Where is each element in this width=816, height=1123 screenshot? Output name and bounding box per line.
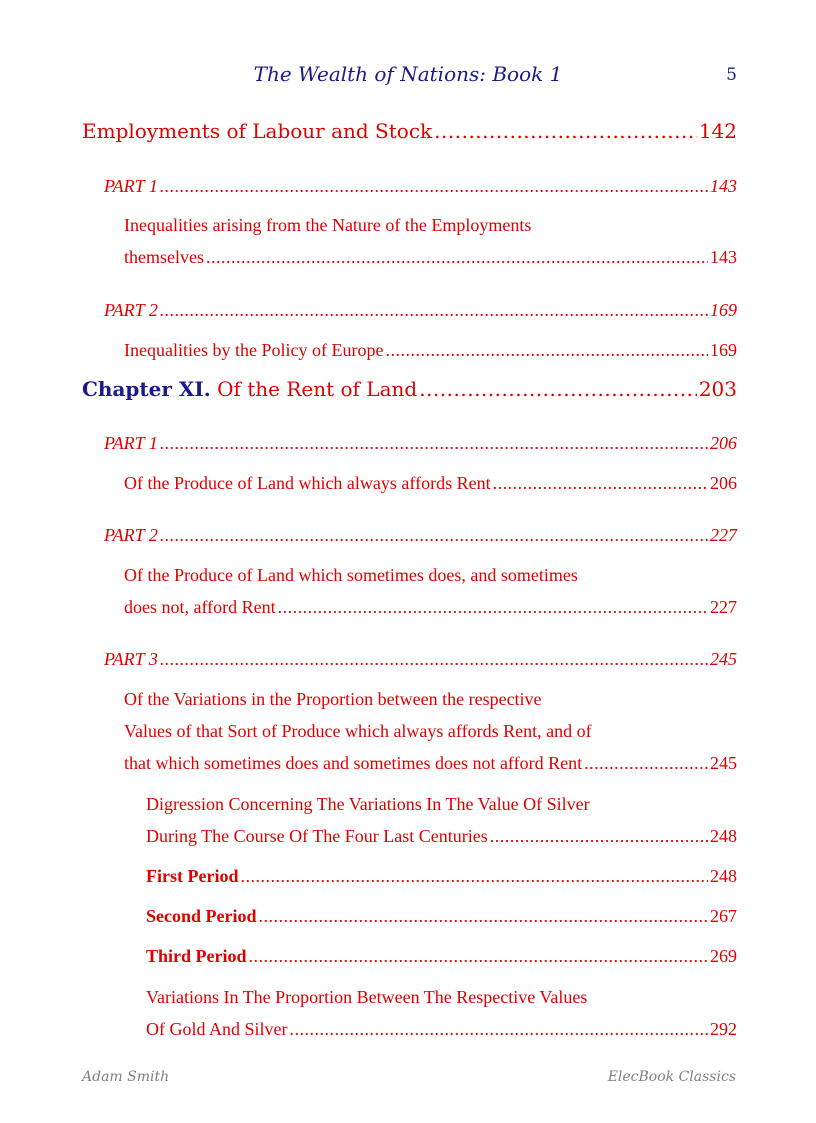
toc-entry-title: does not, afford Rent (124, 597, 276, 617)
toc-entry-employments[interactable] (82, 119, 737, 145)
dot-leader (249, 946, 708, 967)
toc-entry-page: 169 (710, 300, 737, 320)
toc-entry-title: First Period (146, 866, 239, 886)
toc-entry-page: 269 (710, 946, 737, 966)
toc-entry-ch11-part2-line1[interactable]: Of the Produce of Land which sometimes does, and sometimes (124, 565, 578, 585)
toc-entry-page: 292 (710, 1019, 737, 1039)
dot-leader (434, 119, 697, 143)
toc-entry-title: Employments of Labour and Stock (82, 119, 433, 143)
toc-entry-third-period[interactable] (146, 946, 737, 968)
dot-leader (278, 597, 708, 618)
toc-entry-digression[interactable] (146, 826, 737, 848)
toc-entry-page: 143 (710, 176, 737, 196)
toc-entry-page: 248 (710, 866, 737, 886)
toc-entry-second-period[interactable] (146, 906, 737, 928)
toc-entry-page: 245 (710, 649, 737, 669)
toc-entry-page: 206 (710, 473, 737, 493)
toc-entry-page: 227 (710, 525, 737, 545)
dot-leader (160, 176, 708, 197)
toc-entry-ch11-part2-entry[interactable] (124, 597, 737, 619)
toc-entry-title: Of Gold And Silver (146, 1019, 288, 1039)
dot-leader (493, 473, 708, 494)
dot-leader (160, 433, 708, 454)
toc-entry-page: 203 (698, 377, 737, 401)
toc-entry-page: 169 (710, 340, 737, 360)
toc-entry-ch11-part1[interactable] (104, 433, 737, 455)
dot-leader (259, 906, 709, 927)
toc-entry-page: 245 (710, 753, 737, 773)
dot-leader (160, 649, 708, 670)
toc-entry-ch11-part3-entry[interactable] (124, 753, 737, 775)
toc-entry-ch11-part3-line1[interactable]: Of the Variations in the Proportion between the respective (124, 689, 542, 709)
toc-entry-title: PART 2 (104, 525, 158, 545)
dot-leader (160, 525, 708, 546)
toc-entry-emp-part1[interactable] (104, 176, 737, 198)
dot-leader (290, 1019, 709, 1040)
toc-entry-page: 227 (710, 597, 737, 617)
toc-entry-variations-gold[interactable] (146, 1019, 737, 1041)
dot-leader (490, 826, 708, 847)
toc-entry-page: 248 (710, 826, 737, 846)
toc-entry-page: 206 (710, 433, 737, 453)
toc-entry-emp-part2-entry[interactable] (124, 340, 737, 362)
toc-entry-page: 142 (698, 119, 737, 143)
running-header-title: The Wealth of Nations: Book 1 (253, 62, 563, 86)
toc-entry-title: Third Period (146, 946, 247, 966)
dot-leader (385, 340, 708, 361)
toc-entry-emp-part1-line1[interactable]: Inequalities arising from the Nature of the Employments (124, 215, 532, 235)
toc-entry-ch11-part3-line2[interactable]: Values of that Sort of Produce which always affords Rent, and of (124, 721, 592, 741)
toc-entry-title: Inequalities by the Policy of Europe (124, 340, 384, 360)
footer-author: Adam Smith (82, 1069, 170, 1085)
footer-publisher: ElecBook Classics (607, 1069, 736, 1085)
toc-entry-title: themselves (124, 247, 204, 267)
toc-entry-title: Of the Produce of Land which always affords Rent (124, 473, 491, 493)
toc-entry-title: During The Course Of The Four Last Centuries (146, 826, 488, 846)
chapter-label: Chapter XI. (82, 377, 211, 401)
toc-entry-ch11-part2[interactable] (104, 525, 737, 547)
toc-entry-digression-line1[interactable]: Digression Concerning The Variations In The Value Of Silver (146, 794, 590, 814)
dot-leader (160, 300, 708, 321)
toc-entry-ch11-part1-entry[interactable] (124, 473, 737, 495)
toc-entry-title: that which sometimes does and sometimes does not afford Rent (124, 753, 583, 773)
toc-entry-title: PART 3 (104, 649, 158, 669)
toc-entry-title: Second Period (146, 906, 257, 926)
toc-entry-title: PART 2 (104, 300, 158, 320)
dot-leader (584, 753, 708, 774)
toc-entry-emp-part2[interactable] (104, 300, 737, 322)
toc-entry-ch11-part3[interactable] (104, 649, 737, 671)
dot-leader (240, 866, 708, 887)
toc-entry-first-period[interactable] (146, 866, 737, 888)
dot-leader (419, 377, 697, 401)
dot-leader (206, 247, 708, 268)
toc-entry-title: PART 1 (104, 176, 158, 196)
page-number: 5 (726, 65, 737, 85)
toc-entry-title: Of the Rent of Land (217, 377, 418, 401)
toc-entry-chapter-11[interactable] (82, 377, 737, 403)
toc-entry-title: PART 1 (104, 433, 158, 453)
toc-entry-page: 267 (710, 906, 737, 926)
toc-entry-page: 143 (710, 247, 737, 267)
toc-entry-variations-gold-line1[interactable]: Variations In The Proportion Between The Respective Values (146, 987, 588, 1007)
toc-entry-emp-part1-entry[interactable] (124, 247, 737, 269)
